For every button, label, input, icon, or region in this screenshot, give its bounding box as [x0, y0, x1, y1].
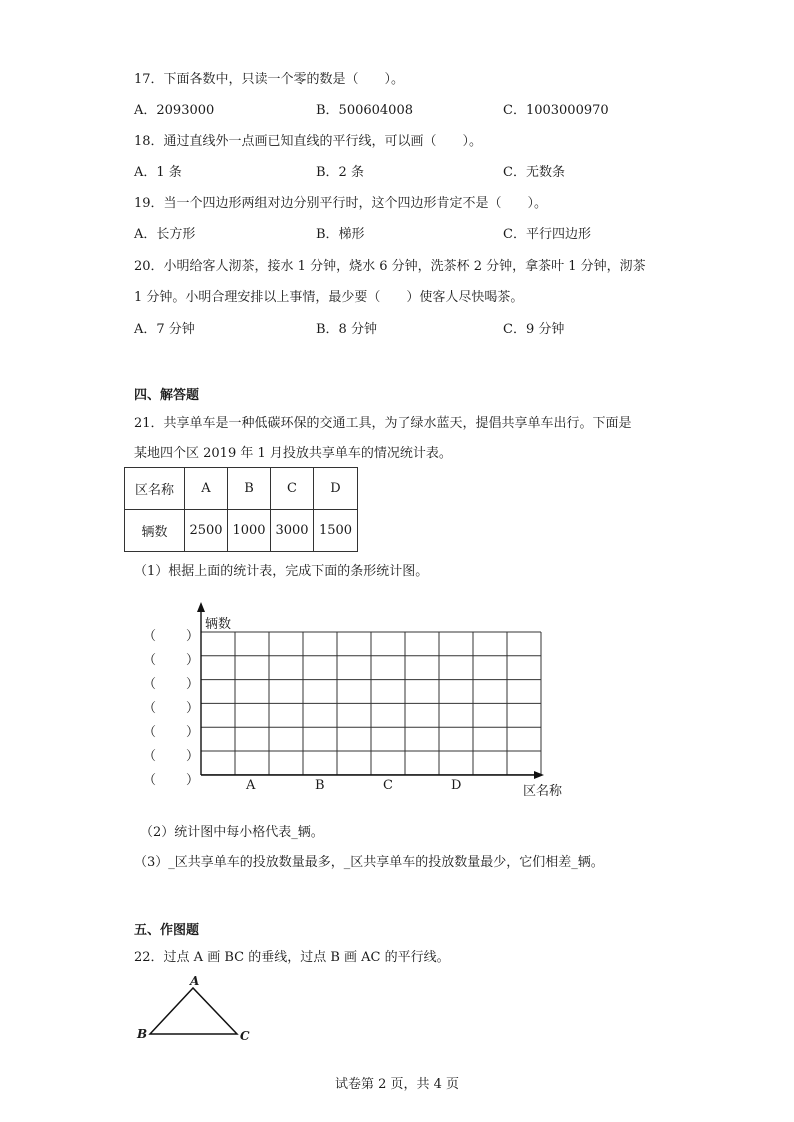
q19-option-c: C．平行四边形: [503, 227, 591, 242]
table-row: [125, 468, 358, 510]
table-cell: B: [228, 468, 271, 510]
q20-stem-line2: 1 分钟。小明合理安排以上事情，最少要（ ）使客人尽快喝茶。: [134, 290, 524, 305]
q17-stem: 17．下面各数中，只读一个零的数是（ ）。: [134, 72, 405, 87]
x-tick-label-c: C: [383, 778, 393, 793]
page-footer: 试卷第 2 页，共 4 页: [334, 1077, 460, 1092]
q19-stem: 19．当一个四边形两组对边分别平行时，这个四边形肯定不是（ ）。: [134, 196, 548, 211]
x-axis-arrow: [534, 771, 544, 779]
q18-option-a: A．1 条: [134, 165, 182, 180]
table-cell: 2500: [185, 510, 228, 552]
table-cell: C: [271, 468, 314, 510]
q22-stem: 22．过点 A 画 BC 的垂线，过点 B 画 AC 的平行线。: [134, 950, 450, 965]
y-tick-blank: （ ）: [143, 773, 199, 788]
y-tick-blank: （ ）: [143, 677, 199, 692]
y-tick-blank: （ ）: [143, 653, 199, 668]
q18-stem: 18．通过直线外一点画已知直线的平行线，可以画（ ）。: [134, 134, 483, 149]
y-tick-blank: （ ）: [143, 701, 199, 716]
q18-option-b: B．2 条: [316, 165, 364, 180]
q18-option-c: C．无数条: [503, 165, 565, 180]
stats-table: [124, 467, 358, 552]
table-cell: D: [314, 468, 358, 510]
q17-option-b: B．500604008: [316, 103, 413, 118]
vertex-label-c: C: [240, 1029, 250, 1043]
q17-option-a: A．2093000: [134, 103, 215, 118]
q21-line1: 21．共享单车是一种低碳环保的交通工具，为了绿水蓝天，提倡共享单车出行。下面是: [134, 416, 632, 431]
y-tick-blank: （ ）: [143, 749, 199, 764]
q21-sub1: （1）根据上面的统计表，完成下面的条形统计图。: [134, 564, 429, 579]
q20-option-b: B．8 分钟: [316, 322, 377, 337]
triangle-abc: [150, 988, 237, 1034]
q20-option-c: C．9 分钟: [503, 322, 565, 337]
x-tick-label-d: D: [451, 778, 462, 793]
q19-option-a: A．长方形: [134, 227, 196, 242]
y-axis-label: 辆数: [205, 617, 232, 632]
q21-sub2: （2）统计图中每小格代表_辆。: [140, 825, 324, 840]
table-cell: 辆数: [125, 510, 185, 552]
section5-title: 五、作图题: [134, 923, 200, 938]
x-tick-label-a: A: [246, 778, 256, 793]
table-cell: 1500: [314, 510, 358, 552]
x-axis-label: 区名称: [523, 784, 563, 799]
vertex-label-a: A: [190, 974, 200, 988]
x-tick-label-b: B: [315, 778, 325, 793]
y-tick-blank: （ ）: [143, 725, 199, 740]
q20-stem-line1: 20．小明给客人沏茶，接水 1 分钟，烧水 6 分钟，洗茶杯 2 分钟，拿茶叶 1 分钟，沏茶: [134, 259, 646, 274]
q21-sub3: （3）_区共享单车的投放数量最多，_区共享单车的投放数量最少，它们相差_辆。: [134, 855, 604, 870]
table-row: [125, 510, 358, 552]
table-cell: 区名称: [125, 468, 185, 510]
table-cell: 1000: [228, 510, 271, 552]
q19-option-b: B．梯形: [316, 227, 365, 242]
vertex-label-b: B: [137, 1027, 148, 1041]
table-cell: 3000: [271, 510, 314, 552]
table-cell: A: [185, 468, 228, 510]
y-axis-arrow: [197, 602, 205, 612]
q21-line2: 某地四个区 2019 年 1 月投放共享单车的情况统计表。: [134, 446, 452, 461]
section4-title: 四、解答题: [134, 388, 200, 403]
bar-chart-grid: [190, 600, 550, 800]
q20-option-a: A．7 分钟: [134, 322, 195, 337]
y-tick-blank: （ ）: [143, 629, 199, 644]
q17-option-c: C．1003000970: [503, 103, 609, 118]
